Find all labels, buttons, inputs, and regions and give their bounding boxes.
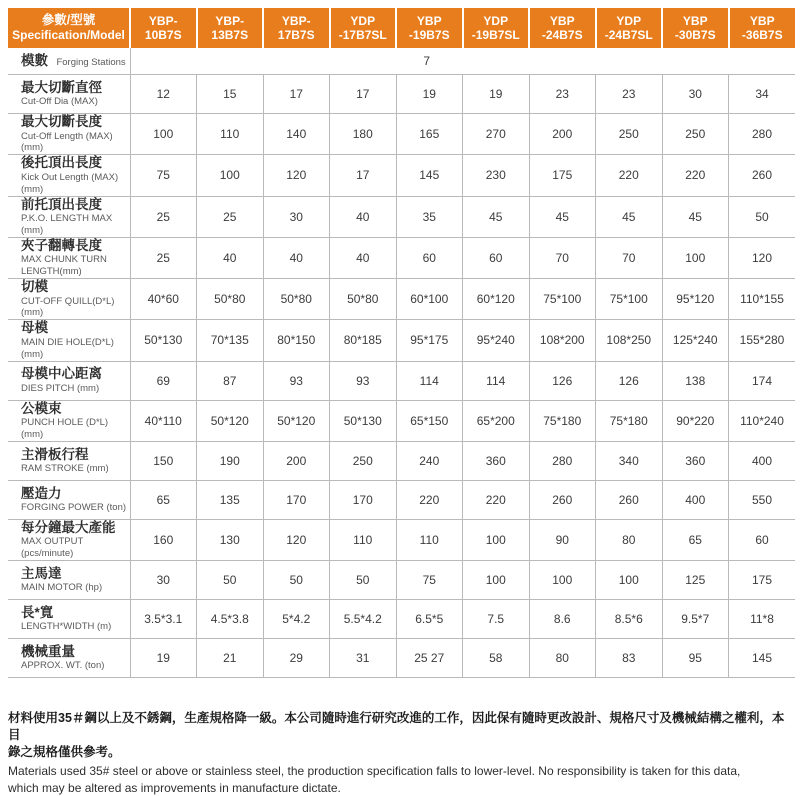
spec-value-cell: 60*120 bbox=[463, 279, 530, 320]
spec-row bbox=[8, 600, 795, 639]
spec-value-cell: 220 bbox=[596, 155, 663, 196]
row-label-en: FORGING POWER (ton) bbox=[21, 502, 127, 514]
spec-value-cell: 93 bbox=[263, 361, 330, 400]
spec-value-cell: 140 bbox=[263, 114, 330, 155]
spec-value-cell: 110*240 bbox=[729, 400, 796, 441]
spec-value-cell: 120 bbox=[729, 237, 796, 278]
spec-value-cell: 29 bbox=[263, 639, 330, 678]
spec-value-cell: 45 bbox=[529, 196, 596, 237]
model-header-line: -24B7S bbox=[541, 28, 583, 42]
row-label bbox=[8, 441, 130, 480]
row-label-en: DIES PITCH (mm) bbox=[21, 382, 100, 394]
spec-value-cell: 50*80 bbox=[330, 279, 397, 320]
spec-value-cell: 75*100 bbox=[529, 279, 596, 320]
spec-value-cell: 100 bbox=[463, 561, 530, 600]
model-header-line: YBP-10B7S bbox=[144, 13, 182, 42]
spec-row bbox=[8, 155, 795, 196]
spec-row bbox=[8, 400, 795, 441]
spec-value-cell: 90 bbox=[529, 519, 596, 560]
spec-value-cell: 25 bbox=[197, 196, 264, 237]
spec-value-cell: 270 bbox=[463, 114, 530, 155]
model-header-line: YBP bbox=[682, 13, 708, 28]
spec-value-cell: 6.5*5 bbox=[396, 600, 463, 639]
spec-value-cell: 400 bbox=[729, 441, 796, 480]
spec-value-cell: 40 bbox=[330, 237, 397, 278]
spec-value-cell: 7.5 bbox=[463, 600, 530, 639]
footnote-en-line1: Materials used 35# steel or above or stainless steel, the production specification falls to lower-level. No responsibility is taken for this data, bbox=[8, 763, 741, 778]
spec-value-cell: 160 bbox=[130, 519, 197, 560]
spec-value-cell: 45 bbox=[463, 196, 530, 237]
spec-value-cell: 40 bbox=[263, 237, 330, 278]
spec-value-cell: 125*240 bbox=[662, 320, 729, 361]
spec-value-cell: 50 bbox=[197, 561, 264, 600]
spec-value-cell: 114 bbox=[463, 361, 530, 400]
spec-value-cell: 30 bbox=[130, 561, 197, 600]
spec-value-cell: 21 bbox=[197, 639, 264, 678]
spec-value-cell: 230 bbox=[463, 155, 530, 196]
footnote bbox=[8, 710, 795, 796]
model-header-line: YDP bbox=[350, 13, 376, 28]
spec-value-cell: 110 bbox=[330, 519, 397, 560]
spec-value-cell: 40 bbox=[197, 237, 264, 278]
spec-value-cell: 11*8 bbox=[729, 600, 796, 639]
model-header-ybp-19b7s bbox=[396, 8, 463, 48]
spec-value-cell: 260 bbox=[529, 480, 596, 519]
spec-value-cell: 126 bbox=[529, 361, 596, 400]
spec-value-cell: 100 bbox=[197, 155, 264, 196]
row-label-en: CUT-OFF QUILL(D*L) (mm) bbox=[21, 295, 115, 319]
row-label-zh: 機械重量 bbox=[21, 643, 75, 659]
spec-value-cell: 50 bbox=[330, 561, 397, 600]
spec-value-cell: 45 bbox=[662, 196, 729, 237]
spec-value-cell: 175 bbox=[729, 561, 796, 600]
spec-value-cell: 200 bbox=[263, 441, 330, 480]
spec-value-cell: 180 bbox=[330, 114, 397, 155]
spec-value-cell: 260 bbox=[596, 480, 663, 519]
row-label bbox=[8, 320, 130, 361]
row-label-zh: 公模束 bbox=[21, 400, 62, 416]
spec-value-cell: 126 bbox=[596, 361, 663, 400]
model-header-ydp-19b7sl bbox=[463, 8, 530, 48]
spec-value-cell: 155*280 bbox=[729, 320, 796, 361]
row-label-en: RAM STROKE (mm) bbox=[21, 463, 109, 475]
spec-value-cell: 45 bbox=[596, 196, 663, 237]
row-label-en: MAIN MOTOR (hp) bbox=[21, 582, 103, 594]
spec-value-cell: 150 bbox=[130, 441, 197, 480]
spec-value-cell: 65 bbox=[662, 519, 729, 560]
spec-value-cell: 145 bbox=[396, 155, 463, 196]
model-header-ybp-24b7s bbox=[529, 8, 596, 48]
footnote-zh-line2: 錄之規格僅供參考。 bbox=[8, 744, 121, 759]
model-header-line: YBP bbox=[416, 13, 442, 28]
spec-value-cell: 70*135 bbox=[197, 320, 264, 361]
row-label bbox=[8, 155, 130, 196]
spec-value-cell: 220 bbox=[396, 480, 463, 519]
spec-value-cell: 65*150 bbox=[396, 400, 463, 441]
spec-value-cell: 360 bbox=[463, 441, 530, 480]
spec-value-cell: 135 bbox=[197, 480, 264, 519]
spec-value-cell: 80*185 bbox=[330, 320, 397, 361]
spec-value-cell: 250 bbox=[330, 441, 397, 480]
spec-value-cell: 8.6 bbox=[529, 600, 596, 639]
spec-value-cell: 50*130 bbox=[330, 400, 397, 441]
spec-value-cell: 69 bbox=[130, 361, 197, 400]
forging-stations-value-cell bbox=[130, 48, 795, 75]
row-label bbox=[8, 400, 130, 441]
spec-value-cell: 75*100 bbox=[596, 279, 663, 320]
spec-value-cell: 25 bbox=[130, 196, 197, 237]
row-label-zh: 長*寬 bbox=[21, 604, 54, 620]
row-label-zh: 模數 bbox=[21, 53, 48, 68]
model-header-line: YBP bbox=[749, 13, 775, 28]
spec-value-cell: 9.5*7 bbox=[662, 600, 729, 639]
spec-value-cell: 8.5*6 bbox=[596, 600, 663, 639]
spec-value-cell: 110 bbox=[396, 519, 463, 560]
spec-value-cell: 93 bbox=[330, 361, 397, 400]
row-label bbox=[8, 480, 130, 519]
spec-value-cell: 17 bbox=[330, 75, 397, 114]
row-label-zh: 後托頂出長度 bbox=[21, 155, 102, 171]
spec-value-cell: 35 bbox=[396, 196, 463, 237]
row-label bbox=[8, 75, 130, 114]
spec-value-cell: 40*110 bbox=[130, 400, 197, 441]
spec-value-cell: 65 bbox=[130, 480, 197, 519]
spec-value-cell: 12 bbox=[130, 75, 197, 114]
spec-value-cell: 60 bbox=[729, 519, 796, 560]
spec-value-cell: 240 bbox=[396, 441, 463, 480]
spec-row bbox=[8, 237, 795, 278]
spec-value-cell: 80 bbox=[596, 519, 663, 560]
model-header-line: -17B7SL bbox=[338, 28, 387, 42]
model-header-ydp-24b7sl bbox=[596, 8, 663, 48]
row-label-en: Kick Out Length (MAX)(mm) bbox=[21, 171, 119, 195]
spec-value-cell: 50*120 bbox=[263, 400, 330, 441]
forging-stations-value: 7 bbox=[423, 54, 431, 68]
spec-row bbox=[8, 441, 795, 480]
spec-value-cell: 30 bbox=[263, 196, 330, 237]
spec-row bbox=[8, 75, 795, 114]
spec-value-cell: 120 bbox=[263, 155, 330, 196]
spec-value-cell: 5*4.2 bbox=[263, 600, 330, 639]
model-header-line: YBP-13B7S bbox=[211, 13, 249, 42]
spec-value-cell: 95*240 bbox=[463, 320, 530, 361]
model-header-ybp-13b7s bbox=[197, 8, 264, 48]
forging-stations-row bbox=[8, 48, 795, 75]
spec-value-cell: 80*150 bbox=[263, 320, 330, 361]
spec-value-cell: 100 bbox=[130, 114, 197, 155]
footnote-en-line2: which may be altered as improvements in manufacture dictate. bbox=[8, 780, 341, 795]
spec-value-cell: 50*80 bbox=[263, 279, 330, 320]
spec-value-cell: 170 bbox=[263, 480, 330, 519]
footnote-zh-line1: 材料使用35＃鋼以上及不銹鋼，生產規格降一級。本公司隨時進行研究改進的工作，因此保有隨時更改設計、規格尺寸及機械結構之權利，本目 bbox=[8, 711, 785, 742]
spec-value-cell: 60*100 bbox=[396, 279, 463, 320]
spec-value-cell: 19 bbox=[130, 639, 197, 678]
model-header-line: YDP bbox=[483, 13, 509, 28]
spec-value-cell: 75*180 bbox=[596, 400, 663, 441]
row-label-zh: 母模中心距离 bbox=[21, 366, 102, 382]
spec-value-cell: 75*180 bbox=[529, 400, 596, 441]
model-header-line: -19B7SL bbox=[471, 28, 520, 42]
spec-value-cell: 120 bbox=[263, 519, 330, 560]
spec-row bbox=[8, 480, 795, 519]
spec-value-cell: 175 bbox=[529, 155, 596, 196]
spec-value-cell: 70 bbox=[596, 237, 663, 278]
spec-value-cell: 17 bbox=[263, 75, 330, 114]
spec-value-cell: 110*155 bbox=[729, 279, 796, 320]
spec-value-cell: 34 bbox=[729, 75, 796, 114]
spec-row bbox=[8, 639, 795, 678]
spec-value-cell: 550 bbox=[729, 480, 796, 519]
spec-value-cell: 130 bbox=[197, 519, 264, 560]
row-label-en: PUNCH HOLE (D*L) (mm) bbox=[21, 417, 109, 440]
spec-value-cell: 60 bbox=[396, 237, 463, 278]
specification-table bbox=[8, 8, 795, 678]
spec-value-cell: 75 bbox=[396, 561, 463, 600]
spec-value-cell: 19 bbox=[463, 75, 530, 114]
row-label-zh: 夾子翻轉長度 bbox=[21, 237, 102, 253]
model-header-ybp-17b7s bbox=[263, 8, 330, 48]
row-label bbox=[8, 561, 130, 600]
model-header-ybp-10b7s bbox=[130, 8, 197, 48]
spec-value-cell: 19 bbox=[396, 75, 463, 114]
spec-value-cell: 25 27 bbox=[396, 639, 463, 678]
row-label-zh: 最大切斷長度 bbox=[21, 114, 102, 129]
row-label-en: MAX CHUNK TURN LENGTH(mm) bbox=[21, 254, 107, 278]
row-label-zh: 主馬達 bbox=[21, 565, 62, 581]
spec-value-cell: 260 bbox=[729, 155, 796, 196]
spec-row bbox=[8, 519, 795, 560]
row-label bbox=[8, 114, 130, 155]
spec-value-cell: 220 bbox=[463, 480, 530, 519]
spec-value-cell: 280 bbox=[529, 441, 596, 480]
spec-row bbox=[8, 196, 795, 237]
spec-value-cell: 70 bbox=[529, 237, 596, 278]
footnote-english bbox=[8, 763, 795, 796]
spec-value-cell: 108*200 bbox=[529, 320, 596, 361]
spec-header-label-en: Specification/Model bbox=[12, 28, 125, 43]
spec-value-cell: 50 bbox=[263, 561, 330, 600]
spec-row bbox=[8, 279, 795, 320]
model-header-line: YDP bbox=[616, 13, 642, 28]
spec-value-cell: 100 bbox=[463, 519, 530, 560]
spec-value-cell: 250 bbox=[662, 114, 729, 155]
spec-value-cell: 114 bbox=[396, 361, 463, 400]
spec-value-cell: 174 bbox=[729, 361, 796, 400]
spec-value-cell: 30 bbox=[662, 75, 729, 114]
row-label-zh: 壓造力 bbox=[21, 485, 62, 501]
row-label-en: MAIN DIE HOLE(D*L) (mm) bbox=[21, 336, 114, 360]
model-header-line: YBP-17B7S bbox=[277, 13, 315, 42]
spec-model-header-cell bbox=[8, 8, 130, 48]
model-header-line: -19B7S bbox=[408, 28, 450, 42]
row-label bbox=[8, 361, 130, 400]
model-header-line: -36B7S bbox=[741, 28, 783, 42]
row-label-en: MAX OUTPUT (pcs/minute) bbox=[21, 536, 84, 560]
row-label-en: Forging Stations bbox=[56, 57, 126, 68]
row-label-forging-stations bbox=[8, 48, 130, 75]
spec-value-cell: 340 bbox=[596, 441, 663, 480]
row-label-zh: 母模 bbox=[21, 320, 48, 336]
row-label bbox=[8, 639, 130, 678]
model-header-line: -30B7S bbox=[674, 28, 716, 42]
spec-value-cell: 145 bbox=[729, 639, 796, 678]
spec-value-cell: 138 bbox=[662, 361, 729, 400]
row-label-en: Cut-Off Dia (MAX) bbox=[21, 96, 98, 108]
model-header-line: -24B7SL bbox=[604, 28, 653, 42]
spec-value-cell: 50 bbox=[729, 196, 796, 237]
spec-value-cell: 3.5*3.1 bbox=[130, 600, 197, 639]
spec-value-cell: 100 bbox=[529, 561, 596, 600]
spec-value-cell: 50*80 bbox=[197, 279, 264, 320]
spec-value-cell: 400 bbox=[662, 480, 729, 519]
spec-value-cell: 110 bbox=[197, 114, 264, 155]
spec-value-cell: 40*60 bbox=[130, 279, 197, 320]
spec-value-cell: 83 bbox=[596, 639, 663, 678]
model-header-ydp-17b7sl bbox=[330, 8, 397, 48]
spec-row bbox=[8, 320, 795, 361]
spec-value-cell: 125 bbox=[662, 561, 729, 600]
row-label bbox=[8, 279, 130, 320]
spec-value-cell: 17 bbox=[330, 155, 397, 196]
spec-value-cell: 108*250 bbox=[596, 320, 663, 361]
row-label-en: P.K.O. LENGTH MAX (mm) bbox=[21, 213, 113, 236]
row-label-en: Cut-Off Length (MAX)(mm) bbox=[21, 130, 113, 154]
spec-value-cell: 100 bbox=[596, 561, 663, 600]
spec-value-cell: 280 bbox=[729, 114, 796, 155]
spec-value-cell: 250 bbox=[596, 114, 663, 155]
spec-value-cell: 40 bbox=[330, 196, 397, 237]
spec-row bbox=[8, 561, 795, 600]
spec-value-cell: 100 bbox=[662, 237, 729, 278]
footnote-chinese bbox=[8, 710, 795, 761]
spec-value-cell: 80 bbox=[529, 639, 596, 678]
spec-value-cell: 5.5*4.2 bbox=[330, 600, 397, 639]
spec-value-cell: 75 bbox=[130, 155, 197, 196]
spec-value-cell: 31 bbox=[330, 639, 397, 678]
spec-value-cell: 50*130 bbox=[130, 320, 197, 361]
spec-value-cell: 95*120 bbox=[662, 279, 729, 320]
row-label-zh: 前托頂出長度 bbox=[21, 196, 102, 212]
model-header-ybp-36b7s bbox=[729, 8, 796, 48]
row-label bbox=[8, 519, 130, 560]
spec-value-cell: 95*175 bbox=[396, 320, 463, 361]
model-header-line: YBP bbox=[549, 13, 575, 28]
row-label-en: APPROX. WT. (ton) bbox=[21, 660, 105, 672]
row-label-zh: 最大切斷直徑 bbox=[21, 79, 102, 95]
spec-value-cell: 23 bbox=[529, 75, 596, 114]
spec-value-cell: 90*220 bbox=[662, 400, 729, 441]
spec-row bbox=[8, 114, 795, 155]
spec-header-label-zh: 參數/型號 bbox=[41, 13, 96, 28]
row-label-en: LENGTH*WIDTH (m) bbox=[21, 621, 112, 633]
spec-value-cell: 65*200 bbox=[463, 400, 530, 441]
spec-sheet-page bbox=[8, 8, 795, 796]
row-label bbox=[8, 600, 130, 639]
spec-value-cell: 95 bbox=[662, 639, 729, 678]
row-label-zh: 每分鐘最大產能 bbox=[21, 519, 116, 535]
spec-value-cell: 50*120 bbox=[197, 400, 264, 441]
spec-row bbox=[8, 361, 795, 400]
row-label bbox=[8, 237, 130, 278]
row-label bbox=[8, 196, 130, 237]
spec-value-cell: 58 bbox=[463, 639, 530, 678]
spec-value-cell: 15 bbox=[197, 75, 264, 114]
spec-value-cell: 23 bbox=[596, 75, 663, 114]
spec-value-cell: 60 bbox=[463, 237, 530, 278]
row-label-zh: 切模 bbox=[21, 279, 48, 295]
table-header-row bbox=[8, 8, 795, 48]
spec-value-cell: 25 bbox=[130, 237, 197, 278]
spec-value-cell: 87 bbox=[197, 361, 264, 400]
row-label-zh: 主滑板行程 bbox=[21, 446, 89, 462]
spec-value-cell: 190 bbox=[197, 441, 264, 480]
spec-value-cell: 360 bbox=[662, 441, 729, 480]
spec-value-cell: 170 bbox=[330, 480, 397, 519]
spec-value-cell: 4.5*3.8 bbox=[197, 600, 264, 639]
spec-value-cell: 200 bbox=[529, 114, 596, 155]
spec-value-cell: 165 bbox=[396, 114, 463, 155]
spec-value-cell: 220 bbox=[662, 155, 729, 196]
model-header-ybp-30b7s bbox=[662, 8, 729, 48]
